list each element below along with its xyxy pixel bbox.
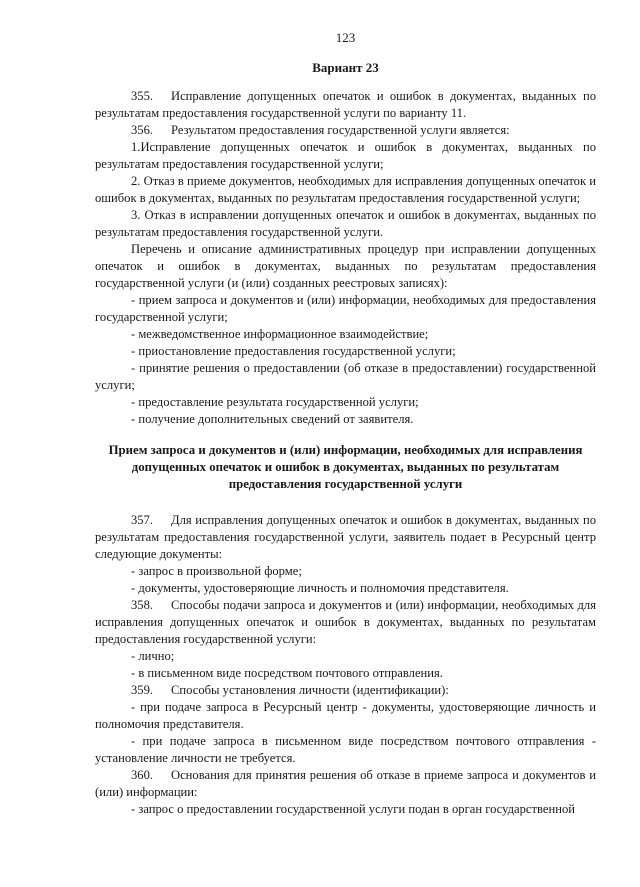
paragraph-number: 358. (131, 598, 154, 612)
paragraph-number: 360. (131, 768, 154, 782)
procedure-item-2: - межведомственное информационное взаимодействие; (131, 327, 429, 341)
identification-way-2: - при подаче запроса в письменном виде посредством почтового отправления - установление личности не требуется. (95, 734, 596, 765)
procedure-item-1: - прием запроса и документов и (или) информации, необходимых для предоставления государственной услуги; (95, 293, 596, 324)
paragraph-number: 357. (131, 513, 154, 527)
paragraph-359 (95, 682, 596, 699)
paragraph-number: 359. (131, 683, 154, 697)
paragraph-number: 356. (131, 123, 154, 137)
paragraph-text: Способы подачи запроса и документов и (или) информации, необходимых для исправления допущенных опечаток и ошибок в документах, выданных по результатам предоставления государственной услуги: (95, 598, 596, 646)
procedure-item-4: - принятие решения о предоставлении (об отказе в предоставлении) государственной услуги; (95, 361, 596, 392)
paragraph-355 (95, 88, 596, 122)
result-item-2: 2. Отказ в приеме документов, необходимых для исправления допущенных опечаток и ошибок в документах, выданных по результатам предоставления государственной услуги; (95, 174, 596, 205)
procedure-item-6: - получение дополнительных сведений от заявителя. (131, 412, 414, 426)
paragraph-357 (95, 512, 596, 563)
result-item-3: 3. Отказ в исправлении допущенных опечаток и ошибок в документах, выданных по результатам предоставления государственной услуги. (95, 208, 596, 239)
document-item-2: - документы, удостоверяющие личность и полномочия представителя. (131, 581, 509, 595)
paragraph-text: Результатом предоставления государственной услуги является: (171, 123, 510, 137)
paragraph-text: Исправление допущенных опечаток и ошибок в документах, выданных по результатам предоставления государственной услуги по варианту 11. (95, 89, 596, 120)
paragraph-text: Способы установления личности (идентификации): (171, 683, 449, 697)
section-heading: Прием запроса и документов и (или) информации, необходимых для исправления допущенных опечаток и ошибок в документах, выданных по результатам предоставления государственной услуги (108, 443, 583, 491)
refusal-ground-1: - запрос о предоставлении государственной услуги подан в орган государственной (131, 802, 575, 816)
paragraph-356 (95, 122, 596, 139)
paragraph-360 (95, 767, 596, 801)
result-item-1: 1.Исправление допущенных опечаток и ошибок в документах, выданных по результатам предоставления государственной услуги; (95, 140, 596, 171)
paragraph-text: Основания для принятия решения об отказе в приеме запроса и документов и (или) информации: (95, 768, 596, 799)
paragraph-number: 355. (131, 89, 154, 103)
paragraph-358 (95, 597, 596, 648)
procedures-intro: Перечень и описание административных процедур при исправлении допущенных опечаток и ошибок в документах, выданных по результатам предоставления государственной услуги (и (или) созданных реестровых записях): (95, 242, 596, 290)
submission-way-1: - лично; (131, 649, 175, 663)
paragraph-text: Для исправления допущенных опечаток и ошибок в документах, выданных по результатам предоставления государственной услуги, заявитель подает в Ресурсный центр следующие документы: (95, 513, 596, 561)
identification-way-1: - при подаче запроса в Ресурсный центр - документы, удостоверяющие личность и полномочия представителя. (95, 700, 596, 731)
page-number: 123 (335, 30, 356, 45)
procedure-item-5: - предоставление результата государственной услуги; (131, 395, 419, 409)
procedure-item-3: - приостановление предоставления государственной услуги; (131, 344, 456, 358)
submission-way-2: - в письменном виде посредством почтового отправления. (131, 666, 443, 680)
document-item-1: - запрос в произвольной форме; (131, 564, 302, 578)
variant-title: Вариант 23 (312, 60, 379, 75)
